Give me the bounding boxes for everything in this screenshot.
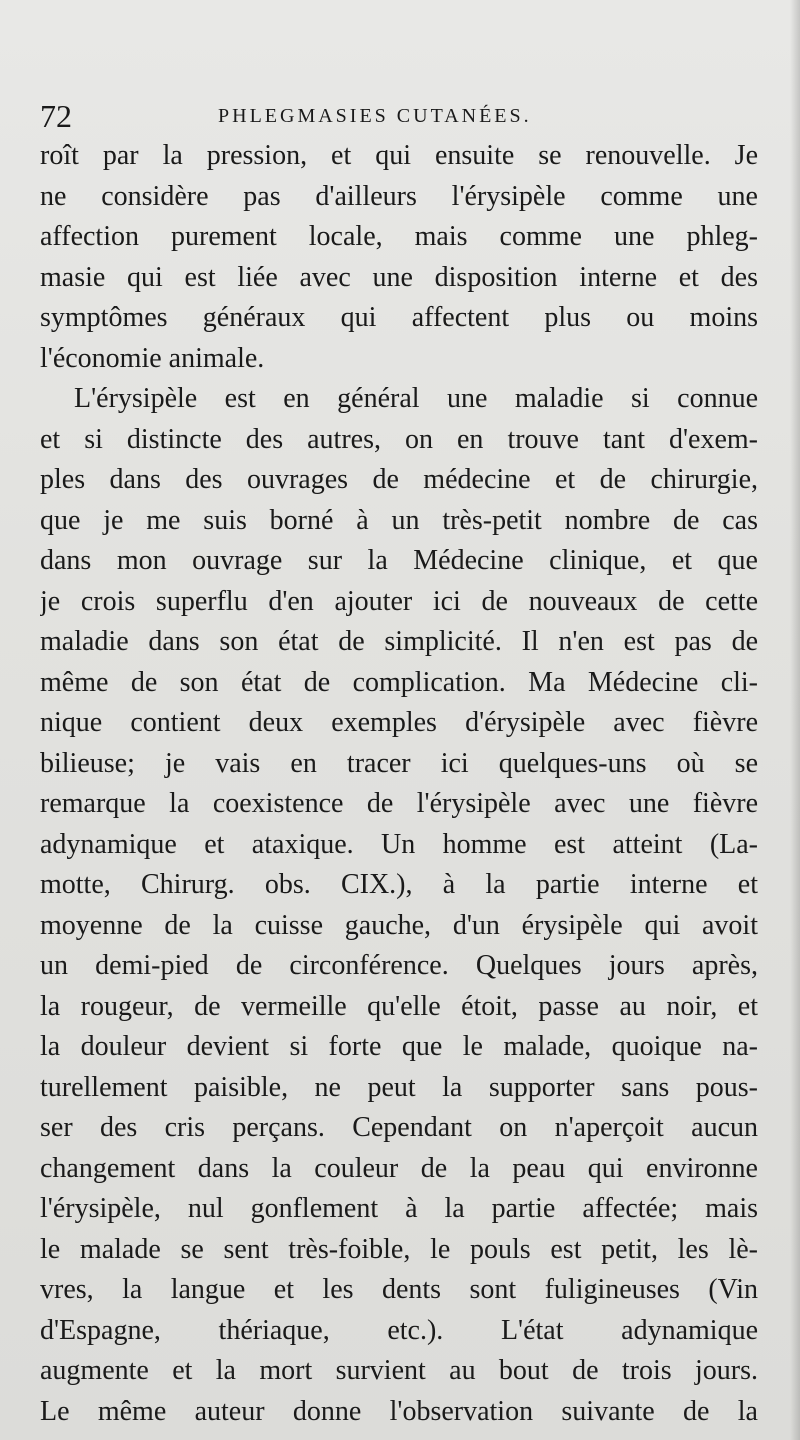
text-line: affection purement locale, mais comme une phleg- — [40, 221, 758, 252]
text-line: motte, Chirurg. obs. CIX.), à la partie interne et — [40, 869, 758, 900]
text-line: Le même auteur donne l'observation suivante de la — [40, 1395, 758, 1427]
text-line: l'économie animale. — [40, 342, 265, 374]
page-number: 72 — [40, 98, 72, 134]
text-line: l'érysipèle, nul gonflement à la partie affectée; mais — [40, 1193, 758, 1224]
text-line: d'Espagne, thériaque, etc.). L'état adynamique — [40, 1314, 758, 1346]
text-line: vres, la langue et les dents sont fuligineuses (Vin — [40, 1274, 758, 1305]
text-line: le malade se sent très-foible, le pouls est petit, les lè- — [40, 1233, 758, 1265]
text-line: ples dans des ouvrages de médecine et de chirurgie, — [40, 464, 758, 495]
text-line: que je me suis borné à un très-petit nombre de cas — [40, 504, 758, 536]
text-line: adynamique et ataxique. Un homme est atteint (La- — [40, 828, 758, 860]
running-title: PHLEGMASIES CUTANÉES. — [218, 105, 532, 127]
body-text — [40, 136, 758, 1432]
text-line: remarque la coexistence de l'érysipèle avec une fièvre — [40, 788, 758, 819]
text-line: la douleur devient si forte que le malade, quoique na- — [40, 1031, 758, 1062]
running-head — [40, 96, 760, 136]
text-line: maladie dans son état de simplicité. Il n'en est pas de — [40, 626, 758, 657]
text-line: masie qui est liée avec une disposition interne et des — [40, 261, 758, 293]
text-line: dans mon ouvrage sur la Médecine clinique, et que — [40, 545, 758, 576]
text-line: bilieuse; je vais en tracer ici quelques-uns où se — [40, 747, 758, 779]
text-line: roît par la pression, et qui ensuite se renouvelle. Je — [40, 140, 758, 171]
text-line: L'érysipèle est en général une maladie si connue — [74, 383, 758, 414]
text-line: la rougeur, de vermeille qu'elle étoit, passe au noir, et — [40, 990, 758, 1022]
text-line: et si distincte des autres, on en trouve tant d'exem- — [40, 423, 758, 455]
text-line: symptômes généraux qui affectent plus ou moins — [40, 302, 758, 333]
text-line: augmente et la mort survient au bout de trois jours. — [40, 1355, 758, 1386]
text-line: même de son état de complication. Ma Médecine cli- — [40, 666, 758, 698]
text-line: turellement paisible, ne peut la supporter sans pous- — [40, 1071, 758, 1103]
text-line: ser des cris perçans. Cependant on n'aperçoit aucun — [40, 1112, 758, 1143]
text-line: ne considère pas d'ailleurs l'érysipèle comme une — [40, 180, 758, 212]
text-line: changement dans la couleur de la peau qui environne — [40, 1152, 758, 1184]
text-line: moyenne de la cuisse gauche, d'un érysipèle qui avoit — [40, 909, 758, 941]
text-line: je crois superflu d'en ajouter ici de nouveaux de cette — [40, 585, 758, 617]
text-line: un demi-pied de circonférence. Quelques jours après, — [40, 950, 758, 981]
text-line: nique contient deux exemples d'érysipèle avec fièvre — [40, 707, 758, 738]
